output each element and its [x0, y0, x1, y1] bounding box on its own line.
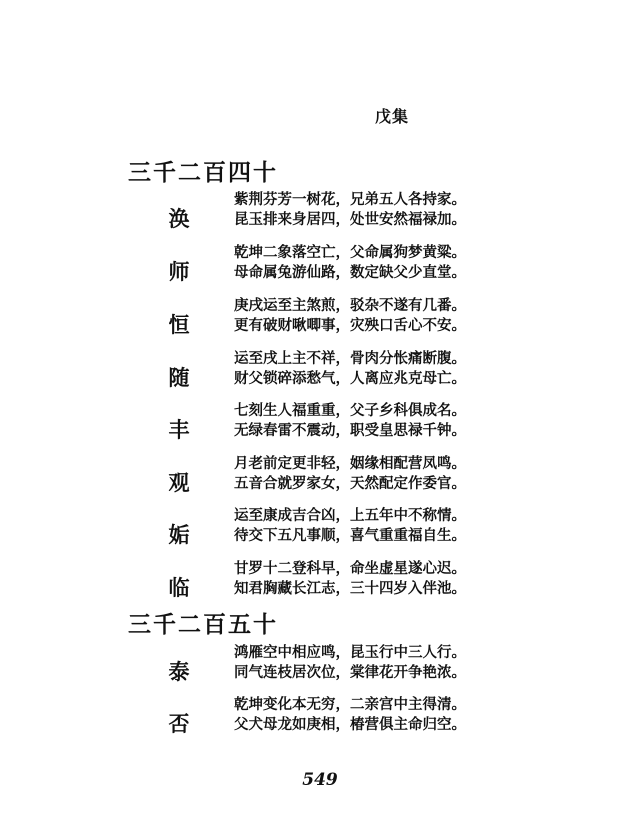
page-number: 549	[302, 770, 338, 790]
verse-entry	[0, 349, 640, 401]
verse-line: 庚戌运至主煞煎，驳杂不遂有几番。	[234, 297, 466, 314]
hexagram-name: 姤	[168, 522, 190, 547]
verse-text	[234, 506, 494, 546]
hexagram-name: 师	[168, 259, 190, 284]
verse-entry	[0, 401, 640, 453]
verse-line: 运至康成吉合凶，上五年中不称情。	[234, 507, 466, 524]
verse-line: 乾坤变化本无穷，二亲宫中主得清。	[234, 696, 466, 713]
hexagram-name: 丰	[168, 417, 190, 442]
verse-line: 五音合就罗家女，天然配定作委官。	[234, 475, 466, 492]
verse-line: 乾坤二象落空亡，父命属狗梦黄粱。	[234, 244, 466, 261]
verse-line: 更有破财啾唧事，灾殃口舌心不安。	[234, 317, 466, 334]
verse-entry	[0, 190, 640, 242]
verse-line: 紫荆芬芳一树花，兄弟五人各持家。	[234, 191, 466, 208]
verse-entry	[0, 243, 640, 295]
verse-text	[234, 296, 494, 336]
verse-line: 运至戌上主不祥，骨肉分怅痛断腹。	[234, 350, 466, 367]
running-header: 戊集	[375, 107, 410, 126]
verse-entry	[0, 559, 640, 611]
verse-entry	[0, 454, 640, 506]
verse-line: 同气连枝居次位，棠律花开争艳浓。	[234, 664, 466, 681]
verse-line: 甘罗十二登科早，命坐虚星遂心迟。	[234, 560, 466, 577]
verse-entry	[0, 506, 640, 558]
verse-line: 财父锁碎添愁气，人离应兆克母亡。	[234, 370, 466, 387]
verse-entry	[0, 695, 640, 747]
verse-text	[234, 401, 494, 441]
verse-text	[234, 243, 494, 283]
verse-entry	[0, 643, 640, 695]
verse-text	[234, 454, 494, 494]
hexagram-name: 涣	[168, 206, 190, 231]
verse-line: 母命属兔游仙路，数定缺父少直堂。	[234, 264, 466, 281]
verse-line: 无绿春雷不震动，职受皇思禄千钟。	[234, 422, 466, 439]
verse-line: 月老前定更非轻，姻缘相配营凤鸣。	[234, 455, 466, 472]
hexagram-name: 泰	[168, 659, 190, 684]
hexagram-name: 否	[168, 711, 190, 736]
verse-text	[234, 349, 494, 389]
hexagram-name: 临	[168, 575, 190, 600]
hexagram-name: 恒	[168, 312, 190, 337]
verse-line: 知君胸藏长江志，三十四岁入伴池。	[234, 580, 466, 597]
verse-line: 父犬母龙如庚相，椿营俱主命归空。	[234, 716, 466, 733]
hexagram-name: 随	[168, 365, 190, 390]
verse-line: 七刻生人福重重，父子乡科俱成名。	[234, 402, 466, 419]
verse-line: 待交下五凡事顺，喜气重重福自生。	[234, 527, 466, 544]
verse-line: 鸿雁空中相应鸣，昆玉行中三人行。	[234, 644, 466, 661]
verse-text	[234, 695, 494, 735]
verse-line: 昆玉排来身居四，处世安然福禄加。	[234, 211, 466, 228]
hexagram-name: 观	[168, 470, 190, 495]
verse-text	[234, 190, 494, 230]
verse-entry	[0, 296, 640, 348]
verse-text	[234, 643, 494, 683]
section-title: 三千二百四十	[128, 159, 278, 186]
section-title: 三千二百五十	[128, 611, 278, 638]
verse-text	[234, 559, 494, 599]
